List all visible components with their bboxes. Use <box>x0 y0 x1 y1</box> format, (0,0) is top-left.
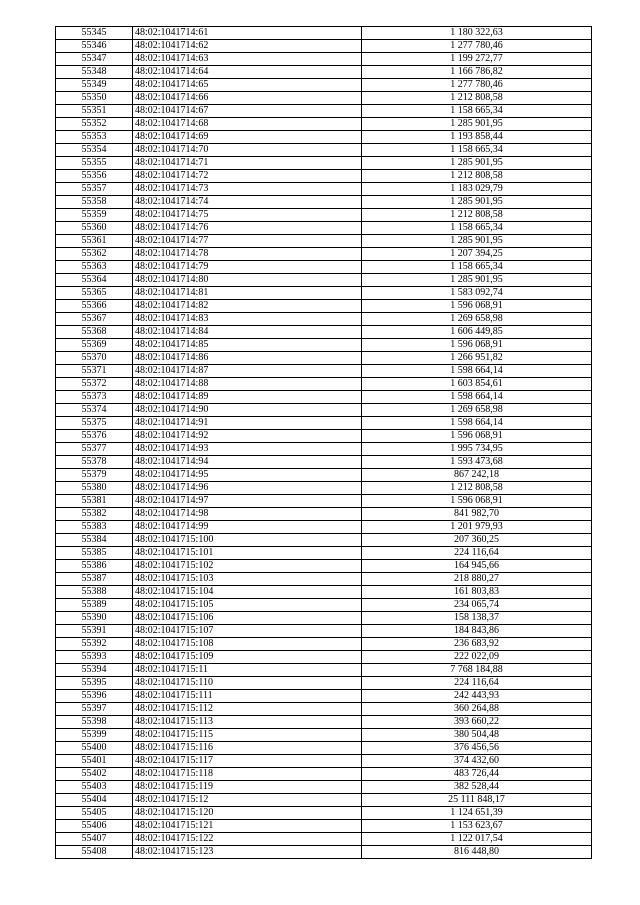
table-row <box>56 833 592 846</box>
row-number-cell: 55361 <box>56 235 133 248</box>
cadastral-number-cell: 48:02:1041714:90 <box>133 404 362 417</box>
cadastral-number-cell: 48:02:1041715:122 <box>133 833 362 846</box>
row-number-cell: 55382 <box>56 508 133 521</box>
cadastral-value-cell: 1 180 322,63 <box>362 27 592 40</box>
cadastral-number-cell: 48:02:1041715:121 <box>133 820 362 833</box>
row-number-cell: 55356 <box>56 170 133 183</box>
row-number-cell: 55408 <box>56 846 133 859</box>
cadastral-number-cell: 48:02:1041714:98 <box>133 508 362 521</box>
cadastral-value-cell: 1 201 979,93 <box>362 521 592 534</box>
cadastral-value-cell: 1 124 651,39 <box>362 807 592 820</box>
cadastral-number-cell: 48:02:1041714:62 <box>133 40 362 53</box>
table-row <box>56 131 592 144</box>
cadastral-number-cell: 48:02:1041714:68 <box>133 118 362 131</box>
cadastral-number-cell: 48:02:1041714:85 <box>133 339 362 352</box>
row-number-cell: 55358 <box>56 196 133 209</box>
cadastral-number-cell: 48:02:1041715:115 <box>133 729 362 742</box>
cadastral-number-cell: 48:02:1041715:102 <box>133 560 362 573</box>
row-number-cell: 55347 <box>56 53 133 66</box>
table-row <box>56 313 592 326</box>
table-row <box>56 287 592 300</box>
cadastral-number-cell: 48:02:1041715:105 <box>133 599 362 612</box>
row-number-cell: 55396 <box>56 690 133 703</box>
cadastral-number-cell: 48:02:1041714:70 <box>133 144 362 157</box>
table-row <box>56 79 592 92</box>
row-number-cell: 55399 <box>56 729 133 742</box>
cadastral-value-cell: 222 022,09 <box>362 651 592 664</box>
row-number-cell: 55350 <box>56 92 133 105</box>
row-number-cell: 55352 <box>56 118 133 131</box>
row-number-cell: 55375 <box>56 417 133 430</box>
cadastral-value-cell: 1 269 658,98 <box>362 313 592 326</box>
row-number-cell: 55400 <box>56 742 133 755</box>
row-number-cell: 55372 <box>56 378 133 391</box>
table-row <box>56 170 592 183</box>
row-number-cell: 55346 <box>56 40 133 53</box>
table-row <box>56 378 592 391</box>
cadastral-value-cell: 164 945,66 <box>362 560 592 573</box>
cadastral-value-cell: 1 596 068,91 <box>362 339 592 352</box>
cadastral-value-cell: 1 596 068,91 <box>362 300 592 313</box>
row-number-cell: 55397 <box>56 703 133 716</box>
cadastral-value-cell: 207 360,25 <box>362 534 592 547</box>
cadastral-value-cell: 1 153 623,67 <box>362 820 592 833</box>
row-number-cell: 55388 <box>56 586 133 599</box>
table-row <box>56 118 592 131</box>
cadastral-number-cell: 48:02:1041714:82 <box>133 300 362 313</box>
cadastral-value-cell: 1 285 901,95 <box>362 274 592 287</box>
cadastral-number-cell: 48:02:1041714:83 <box>133 313 362 326</box>
table-body <box>56 27 592 859</box>
table-row <box>56 781 592 794</box>
row-number-cell: 55376 <box>56 430 133 443</box>
cadastral-number-cell: 48:02:1041714:94 <box>133 456 362 469</box>
cadastral-value-cell: 1 285 901,95 <box>362 196 592 209</box>
cadastral-number-cell: 48:02:1041714:76 <box>133 222 362 235</box>
table-row <box>56 391 592 404</box>
row-number-cell: 55360 <box>56 222 133 235</box>
table-row <box>56 742 592 755</box>
cadastral-number-cell: 48:02:1041714:97 <box>133 495 362 508</box>
cadastral-value-cell: 1 266 951,82 <box>362 352 592 365</box>
table-row <box>56 92 592 105</box>
row-number-cell: 55401 <box>56 755 133 768</box>
row-number-cell: 55390 <box>56 612 133 625</box>
table-row <box>56 547 592 560</box>
cadastral-number-cell: 48:02:1041714:72 <box>133 170 362 183</box>
table-row <box>56 469 592 482</box>
cadastral-value-cell: 393 660,22 <box>362 716 592 729</box>
cadastral-value-cell: 1 603 854,61 <box>362 378 592 391</box>
cadastral-value-cell: 1 285 901,95 <box>362 118 592 131</box>
row-number-cell: 55351 <box>56 105 133 118</box>
cadastral-number-cell: 48:02:1041715:108 <box>133 638 362 651</box>
cadastral-number-cell: 48:02:1041714:81 <box>133 287 362 300</box>
cadastral-value-cell: 224 116,64 <box>362 547 592 560</box>
table-row <box>56 677 592 690</box>
cadastral-value-cell: 7 768 184,88 <box>362 664 592 677</box>
row-number-cell: 55353 <box>56 131 133 144</box>
table-row <box>56 339 592 352</box>
table-row <box>56 612 592 625</box>
cadastral-value-cell: 1 598 664,14 <box>362 391 592 404</box>
row-number-cell: 55363 <box>56 261 133 274</box>
cadastral-value-cell: 1 122 017,54 <box>362 833 592 846</box>
row-number-cell: 55385 <box>56 547 133 560</box>
table-row <box>56 573 592 586</box>
cadastral-number-cell: 48:02:1041715:104 <box>133 586 362 599</box>
table-row <box>56 352 592 365</box>
cadastral-value-cell: 1 183 029,79 <box>362 183 592 196</box>
cadastral-value-cell: 1 593 473,68 <box>362 456 592 469</box>
table-row <box>56 807 592 820</box>
table-row <box>56 274 592 287</box>
cadastral-number-cell: 48:02:1041714:65 <box>133 79 362 92</box>
cadastral-number-cell: 48:02:1041714:74 <box>133 196 362 209</box>
table-row <box>56 820 592 833</box>
cadastral-value-cell: 483 726,44 <box>362 768 592 781</box>
row-number-cell: 55387 <box>56 573 133 586</box>
table-row <box>56 729 592 742</box>
table-row <box>56 495 592 508</box>
cadastral-number-cell: 48:02:1041715:119 <box>133 781 362 794</box>
cadastral-value-cell: 25 111 848,17 <box>362 794 592 807</box>
row-number-cell: 55367 <box>56 313 133 326</box>
row-number-cell: 55393 <box>56 651 133 664</box>
cadastral-value-cell: 1 285 901,95 <box>362 157 592 170</box>
table-row <box>56 508 592 521</box>
row-number-cell: 55379 <box>56 469 133 482</box>
cadastral-value-cell: 161 803,83 <box>362 586 592 599</box>
table-row <box>56 196 592 209</box>
cadastral-number-cell: 48:02:1041715:12 <box>133 794 362 807</box>
row-number-cell: 55406 <box>56 820 133 833</box>
cadastral-number-cell: 48:02:1041715:117 <box>133 755 362 768</box>
cadastral-number-cell: 48:02:1041714:86 <box>133 352 362 365</box>
table-row <box>56 664 592 677</box>
cadastral-value-cell: 234 065,74 <box>362 599 592 612</box>
row-number-cell: 55374 <box>56 404 133 417</box>
cadastral-number-cell: 48:02:1041714:71 <box>133 157 362 170</box>
cadastral-value-cell: 1 285 901,95 <box>362 235 592 248</box>
table-row <box>56 261 592 274</box>
table-row <box>56 326 592 339</box>
cadastral-value-cell: 374 432,60 <box>362 755 592 768</box>
cadastral-number-cell: 48:02:1041714:63 <box>133 53 362 66</box>
row-number-cell: 55359 <box>56 209 133 222</box>
table-row <box>56 209 592 222</box>
cadastral-number-cell: 48:02:1041715:111 <box>133 690 362 703</box>
cadastral-value-cell: 816 448,80 <box>362 846 592 859</box>
table-row <box>56 157 592 170</box>
row-number-cell: 55398 <box>56 716 133 729</box>
cadastral-number-cell: 48:02:1041714:79 <box>133 261 362 274</box>
table-row <box>56 521 592 534</box>
cadastral-value-cell: 1 596 068,91 <box>362 430 592 443</box>
cadastral-value-cell: 1 158 665,34 <box>362 105 592 118</box>
cadastral-value-cell: 242 443,93 <box>362 690 592 703</box>
row-number-cell: 55366 <box>56 300 133 313</box>
table-row <box>56 703 592 716</box>
row-number-cell: 55368 <box>56 326 133 339</box>
cadastral-number-cell: 48:02:1041714:93 <box>133 443 362 456</box>
cadastral-number-cell: 48:02:1041715:120 <box>133 807 362 820</box>
row-number-cell: 55365 <box>56 287 133 300</box>
row-number-cell: 55354 <box>56 144 133 157</box>
cadastral-value-cell: 1 269 658,98 <box>362 404 592 417</box>
table-row <box>56 365 592 378</box>
cadastral-number-cell: 48:02:1041715:100 <box>133 534 362 547</box>
cadastral-value-cell: 1 158 665,34 <box>362 222 592 235</box>
row-number-cell: 55364 <box>56 274 133 287</box>
table-row <box>56 690 592 703</box>
cadastral-number-cell: 48:02:1041715:116 <box>133 742 362 755</box>
cadastral-number-cell: 48:02:1041715:113 <box>133 716 362 729</box>
table-row <box>56 716 592 729</box>
cadastral-value-cell: 1 598 664,14 <box>362 417 592 430</box>
cadastral-number-cell: 48:02:1041714:75 <box>133 209 362 222</box>
cadastral-value-cell: 1 199 272,77 <box>362 53 592 66</box>
table-row <box>56 300 592 313</box>
cadastral-number-cell: 48:02:1041714:99 <box>133 521 362 534</box>
cadastral-number-cell: 48:02:1041714:64 <box>133 66 362 79</box>
cadastral-number-cell: 48:02:1041714:88 <box>133 378 362 391</box>
table-row <box>56 27 592 40</box>
cadastral-value-cell: 1 212 808,58 <box>362 170 592 183</box>
cadastral-number-cell: 48:02:1041715:106 <box>133 612 362 625</box>
cadastral-number-cell: 48:02:1041714:91 <box>133 417 362 430</box>
table-row <box>56 755 592 768</box>
row-number-cell: 55349 <box>56 79 133 92</box>
cadastral-value-cell: 382 528,44 <box>362 781 592 794</box>
cadastral-number-cell: 48:02:1041714:69 <box>133 131 362 144</box>
cadastral-number-cell: 48:02:1041715:109 <box>133 651 362 664</box>
cadastral-value-cell: 158 138,37 <box>362 612 592 625</box>
row-number-cell: 55405 <box>56 807 133 820</box>
row-number-cell: 55386 <box>56 560 133 573</box>
cadastral-value-cell: 1 277 780,46 <box>362 40 592 53</box>
cadastral-value-cell: 867 242,18 <box>362 469 592 482</box>
table-row <box>56 651 592 664</box>
cadastral-value-cell: 236 683,92 <box>362 638 592 651</box>
cadastral-number-cell: 48:02:1041715:112 <box>133 703 362 716</box>
row-number-cell: 55383 <box>56 521 133 534</box>
cadastral-value-cell: 1 606 449,85 <box>362 326 592 339</box>
cadastral-value-cell: 1 583 092,74 <box>362 287 592 300</box>
cadastral-number-cell: 48:02:1041715:123 <box>133 846 362 859</box>
table-row <box>56 768 592 781</box>
row-number-cell: 55377 <box>56 443 133 456</box>
row-number-cell: 55403 <box>56 781 133 794</box>
row-number-cell: 55370 <box>56 352 133 365</box>
table-row <box>56 53 592 66</box>
cadastral-number-cell: 48:02:1041714:78 <box>133 248 362 261</box>
row-number-cell: 55348 <box>56 66 133 79</box>
table-row <box>56 144 592 157</box>
cadastral-value-cell: 841 982,70 <box>362 508 592 521</box>
cadastral-number-cell: 48:02:1041714:95 <box>133 469 362 482</box>
cadastral-value-cell: 1 212 808,58 <box>362 209 592 222</box>
table-row <box>56 183 592 196</box>
row-number-cell: 55395 <box>56 677 133 690</box>
table-row <box>56 105 592 118</box>
cadastral-value-cell: 1 212 808,58 <box>362 92 592 105</box>
cadastral-value-cell: 184 843,86 <box>362 625 592 638</box>
row-number-cell: 55389 <box>56 599 133 612</box>
row-number-cell: 55391 <box>56 625 133 638</box>
table-row <box>56 846 592 859</box>
table-row <box>56 625 592 638</box>
cadastral-value-cell: 360 264,88 <box>362 703 592 716</box>
table-row <box>56 456 592 469</box>
table-row <box>56 586 592 599</box>
cadastral-value-cell: 218 880,27 <box>362 573 592 586</box>
table-row <box>56 482 592 495</box>
cadastral-number-cell: 48:02:1041714:77 <box>133 235 362 248</box>
table-row <box>56 638 592 651</box>
cadastral-number-cell: 48:02:1041715:103 <box>133 573 362 586</box>
cadastral-value-cell: 224 116,64 <box>362 677 592 690</box>
row-number-cell: 55392 <box>56 638 133 651</box>
table-row <box>56 794 592 807</box>
table-row <box>56 560 592 573</box>
cadastral-number-cell: 48:02:1041714:96 <box>133 482 362 495</box>
cadastral-value-cell: 376 456,56 <box>362 742 592 755</box>
table-row <box>56 534 592 547</box>
table-row <box>56 430 592 443</box>
table-row <box>56 404 592 417</box>
table-row <box>56 40 592 53</box>
cadastral-number-cell: 48:02:1041715:101 <box>133 547 362 560</box>
row-number-cell: 55345 <box>56 27 133 40</box>
cadastral-number-cell: 48:02:1041715:110 <box>133 677 362 690</box>
cadastral-value-cell: 1 212 808,58 <box>362 482 592 495</box>
cadastral-number-cell: 48:02:1041714:89 <box>133 391 362 404</box>
cadastral-number-cell: 48:02:1041714:92 <box>133 430 362 443</box>
table-row <box>56 443 592 456</box>
cadastral-value-table <box>55 26 592 859</box>
row-number-cell: 55357 <box>56 183 133 196</box>
cadastral-number-cell: 48:02:1041715:11 <box>133 664 362 677</box>
row-number-cell: 55355 <box>56 157 133 170</box>
cadastral-value-cell: 1 166 786,82 <box>362 66 592 79</box>
table-row <box>56 599 592 612</box>
row-number-cell: 55362 <box>56 248 133 261</box>
cadastral-value-cell: 1 277 780,46 <box>362 79 592 92</box>
table-row <box>56 66 592 79</box>
row-number-cell: 55380 <box>56 482 133 495</box>
cadastral-value-cell: 380 504,48 <box>362 729 592 742</box>
cadastral-value-cell: 1 193 858,44 <box>362 131 592 144</box>
row-number-cell: 55381 <box>56 495 133 508</box>
row-number-cell: 55378 <box>56 456 133 469</box>
cadastral-value-cell: 1 158 665,34 <box>362 261 592 274</box>
row-number-cell: 55402 <box>56 768 133 781</box>
table-row <box>56 222 592 235</box>
row-number-cell: 55373 <box>56 391 133 404</box>
cadastral-number-cell: 48:02:1041714:73 <box>133 183 362 196</box>
row-number-cell: 55369 <box>56 339 133 352</box>
cadastral-value-cell: 1 596 068,91 <box>362 495 592 508</box>
cadastral-number-cell: 48:02:1041714:87 <box>133 365 362 378</box>
cadastral-value-cell: 1 158 665,34 <box>362 144 592 157</box>
row-number-cell: 55384 <box>56 534 133 547</box>
row-number-cell: 55407 <box>56 833 133 846</box>
cadastral-value-cell: 1 995 734,95 <box>362 443 592 456</box>
cadastral-number-cell: 48:02:1041715:118 <box>133 768 362 781</box>
row-number-cell: 55394 <box>56 664 133 677</box>
cadastral-number-cell: 48:02:1041714:61 <box>133 27 362 40</box>
table-row <box>56 417 592 430</box>
table-row <box>56 248 592 261</box>
cadastral-number-cell: 48:02:1041714:80 <box>133 274 362 287</box>
cadastral-number-cell: 48:02:1041714:84 <box>133 326 362 339</box>
cadastral-number-cell: 48:02:1041714:67 <box>133 105 362 118</box>
cadastral-value-cell: 1 207 394,25 <box>362 248 592 261</box>
row-number-cell: 55404 <box>56 794 133 807</box>
cadastral-number-cell: 48:02:1041715:107 <box>133 625 362 638</box>
row-number-cell: 55371 <box>56 365 133 378</box>
cadastral-number-cell: 48:02:1041714:66 <box>133 92 362 105</box>
cadastral-value-cell: 1 598 664,14 <box>362 365 592 378</box>
table-row <box>56 235 592 248</box>
